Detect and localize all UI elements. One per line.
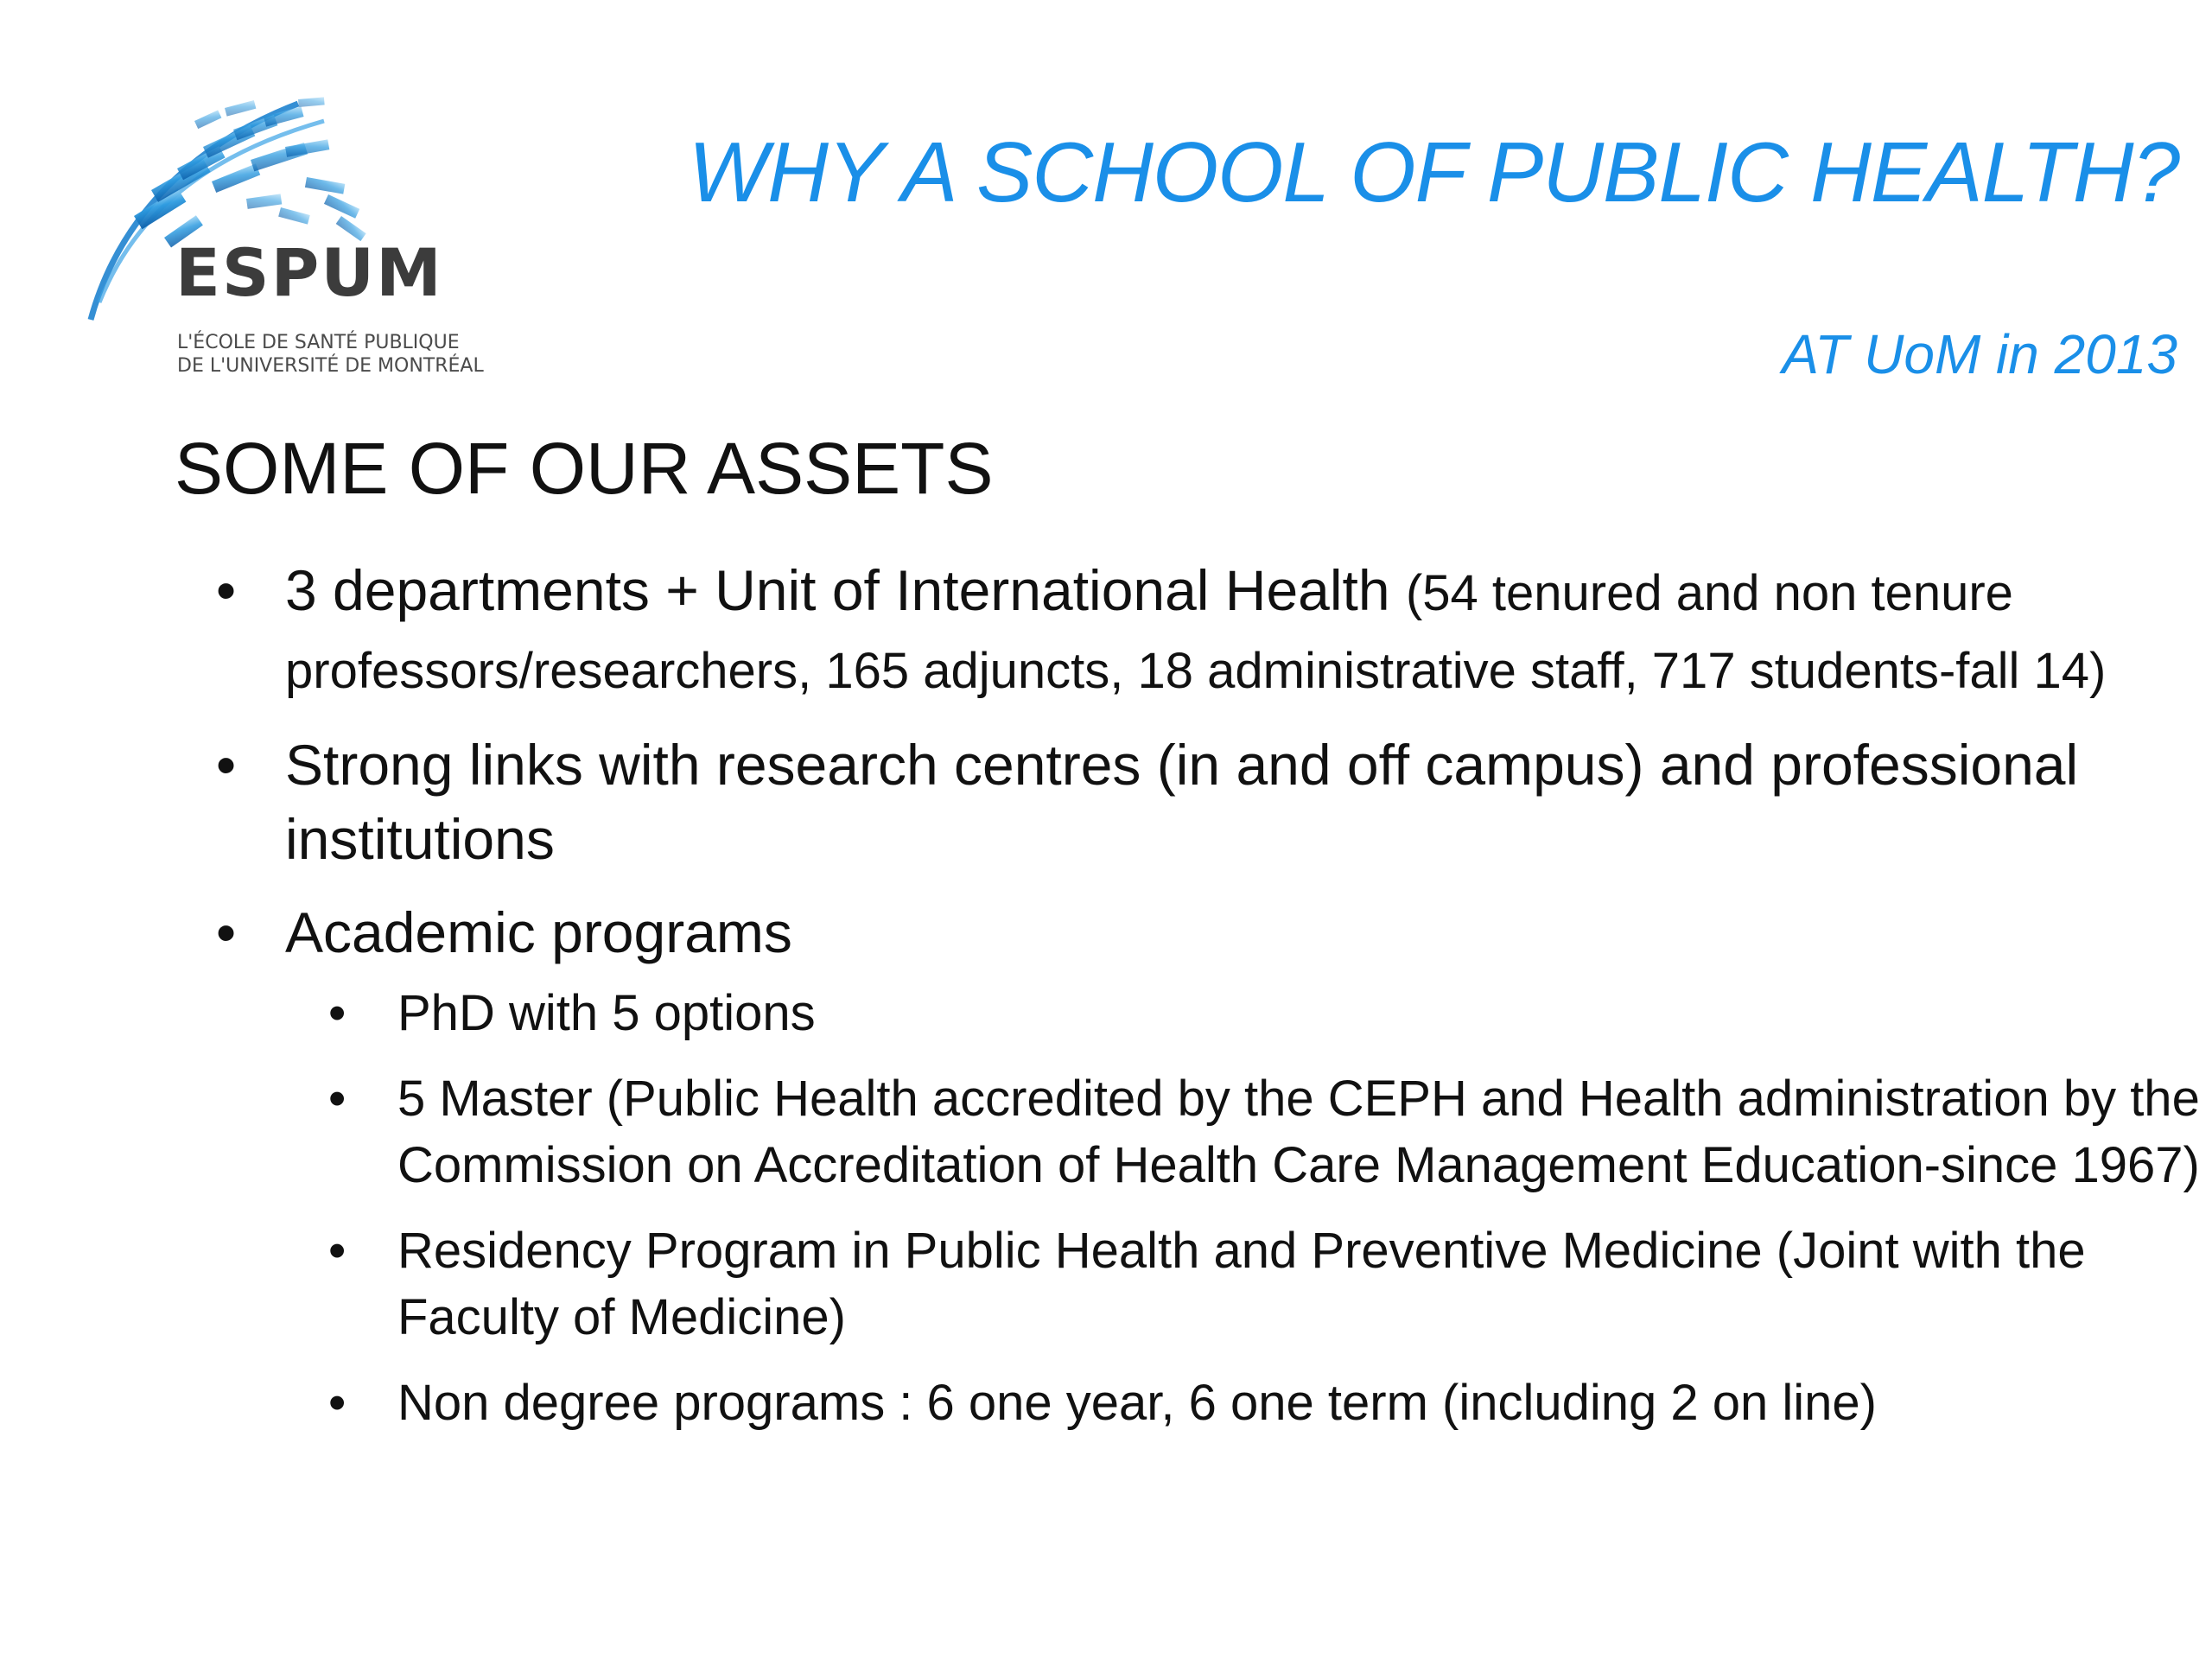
sub-bullet-phd: • PhD with 5 options [285, 980, 2212, 1046]
sub-bullet-master: • 5 Master (Public Health accredited by the CEPH and Health administration by the Commission on Accreditation of Health Care Management Education-since 1967) [285, 1065, 2212, 1198]
slide-subtitle: AT UoM in 2013 [1782, 323, 2177, 385]
bullet-academic-programs-text: Academic programs [285, 900, 792, 964]
slide-title: WHY A SCHOOL OF PUBLIC HEALTH? [688, 124, 2179, 219]
logo-wordmark: ESPUM [175, 234, 443, 311]
bullet-departments-detail: (54 tenured and non tenure professors/researchers, 165 adjuncts, 18 administrative staff, 717 students-fall 14) [285, 565, 2107, 699]
sub-bullet-list [285, 980, 2200, 1436]
bullet-academic-programs [216, 895, 2200, 1436]
logo-subtitle-line1: L'ÉCOLE DE SANTÉ PUBLIQUE [177, 332, 460, 353]
section-heading: SOME OF OUR ASSETS [175, 428, 994, 509]
logo-subtitle [177, 331, 484, 378]
bullet-research-links-text: Strong links with research centres (in and off campus) and professional institutions [285, 733, 2079, 871]
bullet-list [216, 553, 2200, 1455]
sub-bullet-non-degree: • Non degree programs : 6 one year, 6 one term (including 2 on line) [285, 1370, 2212, 1436]
sub-bullet-residency: • Residency Program in Public Health and Preventive Medicine (Joint with the Faculty of Medicine) [285, 1217, 2212, 1351]
bullet-departments [216, 553, 2152, 709]
bullet-research-links [216, 728, 2152, 876]
bullet-departments-main: 3 departments + Unit of International Health [285, 558, 1390, 622]
logo-subtitle-line2: DE L'UNIVERSITÉ DE MONTRÉAL [177, 355, 484, 377]
espum-logo [82, 86, 531, 389]
